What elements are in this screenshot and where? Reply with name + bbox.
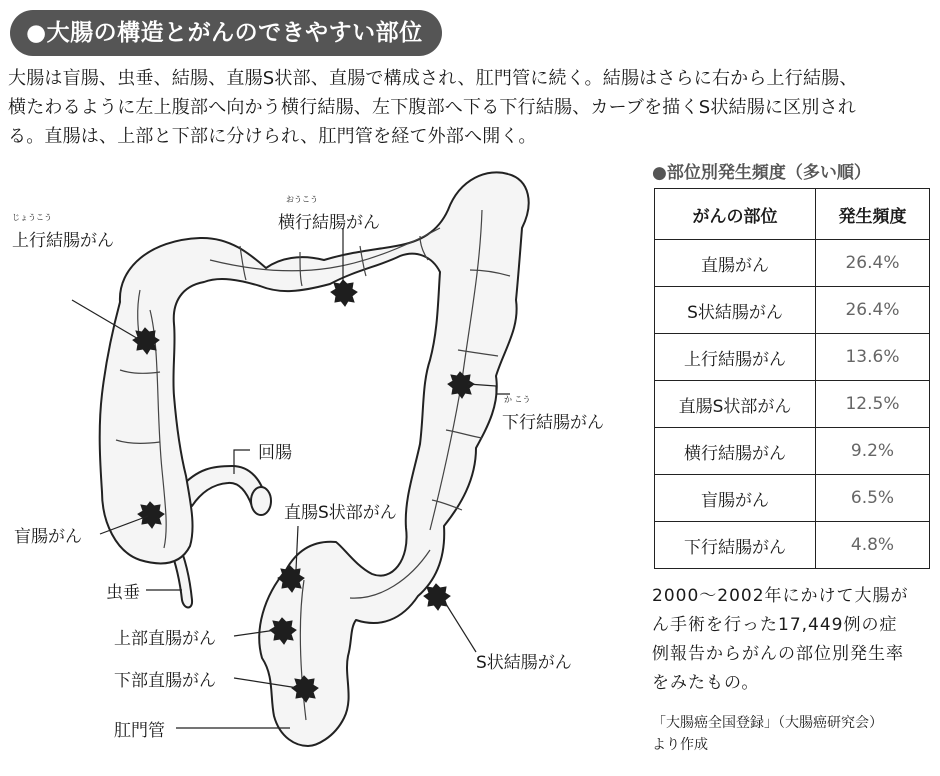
cell-frequency: 4.8% xyxy=(816,522,930,569)
label-ascending-colon-cancer: 上行結腸がん xyxy=(12,231,114,251)
label-ascending-ruby: じょうこう xyxy=(12,213,52,222)
ileum-opening xyxy=(251,487,271,515)
cell-frequency: 9.2% xyxy=(816,428,930,475)
study-note xyxy=(652,582,934,698)
page-title: ●大腸の構造とがんのできやすい部位 xyxy=(10,10,442,56)
cell-site: 下行結腸がん xyxy=(655,522,816,569)
label-sigmoid-colon-cancer: S状結腸がん xyxy=(476,653,572,673)
table-row xyxy=(655,240,930,287)
tumor-rectosigmoid xyxy=(278,566,304,592)
cell-site: 横行結腸がん xyxy=(655,428,816,475)
label-ileum: 回腸 xyxy=(258,443,292,463)
header-frequency: 発生頻度 xyxy=(816,189,930,240)
cell-frequency: 26.4% xyxy=(816,287,930,334)
label-transverse-colon-cancer: 横行結腸がん xyxy=(278,213,380,233)
table-row xyxy=(655,334,930,381)
label-rectosigmoid-cancer: 直腸S状部がん xyxy=(284,503,397,523)
table-row xyxy=(655,287,930,334)
cell-site: 上行結腸がん xyxy=(655,334,816,381)
label-transverse-ruby: おうこう xyxy=(286,195,318,204)
frequency-table xyxy=(654,188,930,569)
cell-site: S状結腸がん xyxy=(655,287,816,334)
cell-frequency: 6.5% xyxy=(816,475,930,522)
table-row xyxy=(655,428,930,475)
label-cecum-cancer: 盲腸がん xyxy=(14,527,82,547)
note-line: 2000～2002年にかけて大腸が xyxy=(652,586,909,606)
intro-line: 大腸は盲腸、虫垂、結腸、直腸S状部、直腸で構成され、肛門管に続く。結腸はさらに右から上行結腸、 xyxy=(8,68,858,89)
intro-line: 横たわるように左上腹部へ向かう横行結腸、左下腹部へ下る下行結腸、カーブを描くS状結腸に区別され xyxy=(8,97,856,118)
colon-body xyxy=(100,172,529,746)
colon-diagram xyxy=(0,150,640,772)
tumor-cecum xyxy=(138,502,164,528)
tumor-transverse xyxy=(331,280,357,306)
table-row xyxy=(655,475,930,522)
cell-site: 直腸S状部がん xyxy=(655,381,816,428)
note-line: 例報告からがんの部位別発生率 xyxy=(652,644,904,664)
table-header-row xyxy=(655,189,930,240)
intro-text xyxy=(8,64,932,151)
note-line: ん手術を行った17,449例の症 xyxy=(652,615,898,635)
label-descending-colon-cancer: 下行結腸がん xyxy=(502,413,604,433)
source-line: より作成 xyxy=(652,737,708,753)
label-anal-canal: 肛門管 xyxy=(114,721,165,741)
label-upper-rectum-cancer: 上部直腸がん xyxy=(114,629,216,649)
table-row xyxy=(655,522,930,569)
tumor-descending xyxy=(448,372,474,398)
label-lower-rectum-cancer: 下部直腸がん xyxy=(114,671,216,691)
header-site: がんの部位 xyxy=(655,189,816,240)
label-descending-ruby: か こう xyxy=(504,395,531,404)
intro-line: る。直腸は、上部と下部に分けられ、肛門管を経て外部へ開く。 xyxy=(8,126,537,147)
tumor-lower-rectum xyxy=(292,676,318,702)
frequency-title: ●部位別発生頻度（多い順） xyxy=(652,163,871,183)
source-line: 「大腸癌全国登録」（大腸癌研究会） xyxy=(652,715,883,731)
tumor-upper-rectum xyxy=(270,618,296,644)
cell-site: 盲腸がん xyxy=(655,475,816,522)
cell-frequency: 26.4% xyxy=(816,240,930,287)
cell-site: 直腸がん xyxy=(655,240,816,287)
cell-frequency: 12.5% xyxy=(816,381,930,428)
tumor-sigmoid xyxy=(424,584,450,610)
note-line: をみたもの。 xyxy=(652,673,760,693)
source-citation xyxy=(652,712,934,756)
tumor-ascending xyxy=(133,328,159,354)
cell-frequency: 13.6% xyxy=(816,334,930,381)
table-row xyxy=(655,381,930,428)
label-appendix: 虫垂 xyxy=(106,583,140,603)
